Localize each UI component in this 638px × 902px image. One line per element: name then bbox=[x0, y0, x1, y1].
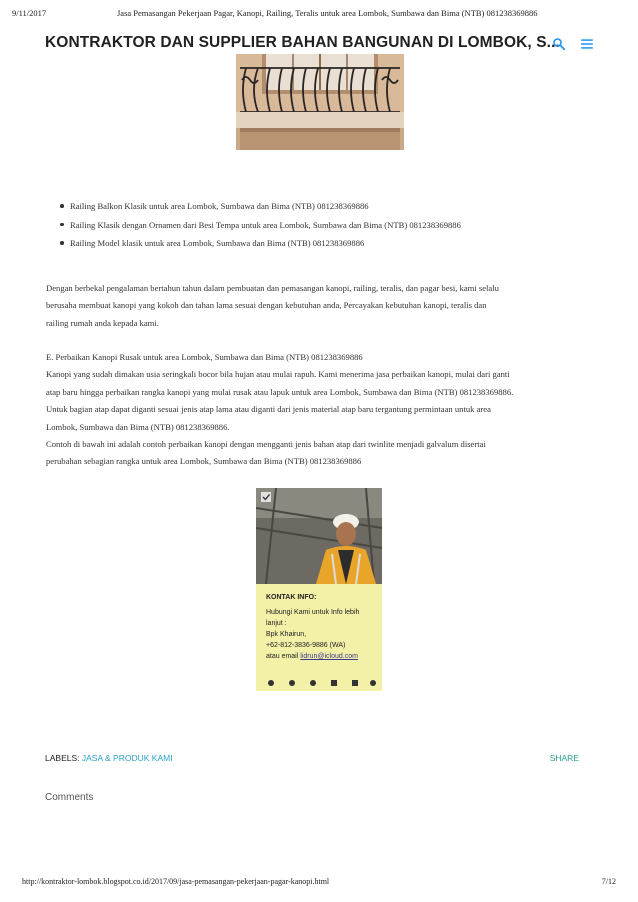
contact-line: Hubungi Kami untuk Info lebih bbox=[266, 609, 360, 616]
label-link[interactable]: JASA & PRODUK KAMI bbox=[81, 753, 173, 763]
share-button[interactable]: SHARE bbox=[549, 753, 579, 763]
hamburger-menu-icon[interactable] bbox=[576, 33, 598, 55]
list-item: Railing Balkon Klasik untuk area Lombok, Sumbawa dan Bima (NTB) 081238369886 bbox=[60, 200, 600, 219]
paragraph-line: Kanopi yang sudah dimakan usia seringkali bocor bila hujan atau mulai rapuh. Kami menerima jasa perbaikan kanopi, mulai dari ganti bbox=[46, 369, 510, 380]
paragraph-line: Dengan berbekal pengalaman bertahun tahun dalam pembuatan dan pemasangan kanopi, railing, teralis, dan pagar besi, kami selalu bbox=[46, 283, 499, 293]
print-header bbox=[12, 8, 626, 22]
contact-info-image bbox=[256, 488, 382, 691]
blog-title[interactable]: KONTRAKTOR DAN SUPPLIER BAHAN BANGUNAN DI LOMBOK, S... bbox=[45, 34, 560, 51]
search-icon[interactable] bbox=[548, 33, 570, 55]
print-doc-title: Jasa Pemasangan Pekerjaan Pagar, Kanopi, Railing, Teralis untuk area Lombok, Sumbawa dan Bima (NTB) 081238369886 bbox=[117, 8, 538, 18]
paragraph-line: Untuk bagian atap dapat diganti sesuai jenis atap lama atau diganti dari jenis material atap baru tergantung permintaan untuk area bbox=[46, 404, 491, 415]
paragraph-line: atap baru hingga perbaikan rangka kanopi yang mulai rusak atau lapuk untuk area Lombok, Sumbawa dan Bima (NTB) 081238369886. bbox=[46, 386, 514, 397]
labels-prefix: LABELS: bbox=[45, 753, 80, 763]
contact-social-icons bbox=[266, 675, 378, 685]
paragraph-line: Lombok, Sumbawa dan Bima (NTB) 081238369886. bbox=[46, 421, 230, 432]
contact-line: Bpk Khairun, bbox=[266, 631, 307, 638]
paragraph-line: perubahan sebagian rangka untuk area Lombok, Sumbawa dan Bima (NTB) 081238369886 bbox=[46, 456, 362, 467]
contact-email-prefix: atau email bbox=[266, 653, 301, 660]
balcony-railing-image bbox=[236, 54, 404, 150]
paragraph-line: Contoh di bawah ini adalah contoh perbaikan kanopi dengan mengganti jenis bahan atap dari twinlite menjadi galvalum disertai bbox=[46, 439, 486, 450]
print-url: http://kontraktor-lombok.blogspot.co.id/2017/09/jasa-pemasangan-pekerjaan-pagar-kanopi.html bbox=[22, 877, 330, 886]
paragraph-line: berusaha membuat kanopi yang kokoh dan tahan lama sesuai dengan kebutuhan anda, Percayakan kebutuhan kanopi, teralis dan bbox=[46, 300, 487, 311]
paragraph-line: railing rumah anda kepada kami. bbox=[46, 317, 159, 328]
comments-heading: Comments bbox=[45, 792, 94, 803]
paragraph-canopy-repair bbox=[46, 349, 594, 471]
contact-heading: KONTAK INFO: bbox=[266, 594, 317, 601]
list-item: Railing Model klasik untuk area Lombok, Sumbawa dan Bima (NTB) 081238369886 bbox=[60, 237, 600, 256]
print-footer bbox=[22, 877, 616, 889]
page-number: 7/12 bbox=[601, 877, 616, 886]
contact-email-line bbox=[266, 651, 378, 662]
contact-email: lidrun@icloud.com bbox=[300, 653, 358, 660]
contact-line: lanjut : bbox=[266, 620, 287, 627]
contact-line: +62-812-3836-9886 (WA) bbox=[266, 642, 346, 649]
list-item: Railing Klasik dengan Ornamen dari Besi Tempa untuk area Lombok, Sumbawa dan Bima (NTB) 081238369886 bbox=[60, 219, 600, 238]
paragraph-experience bbox=[46, 280, 594, 332]
railing-list bbox=[60, 200, 600, 256]
paragraph-line: E. Perbaikan Kanopi Rusak untuk area Lombok, Sumbawa dan Bima (NTB) 081238369886 bbox=[46, 352, 363, 362]
post-labels-row bbox=[45, 753, 579, 767]
print-date: 9/11/2017 bbox=[12, 8, 47, 18]
